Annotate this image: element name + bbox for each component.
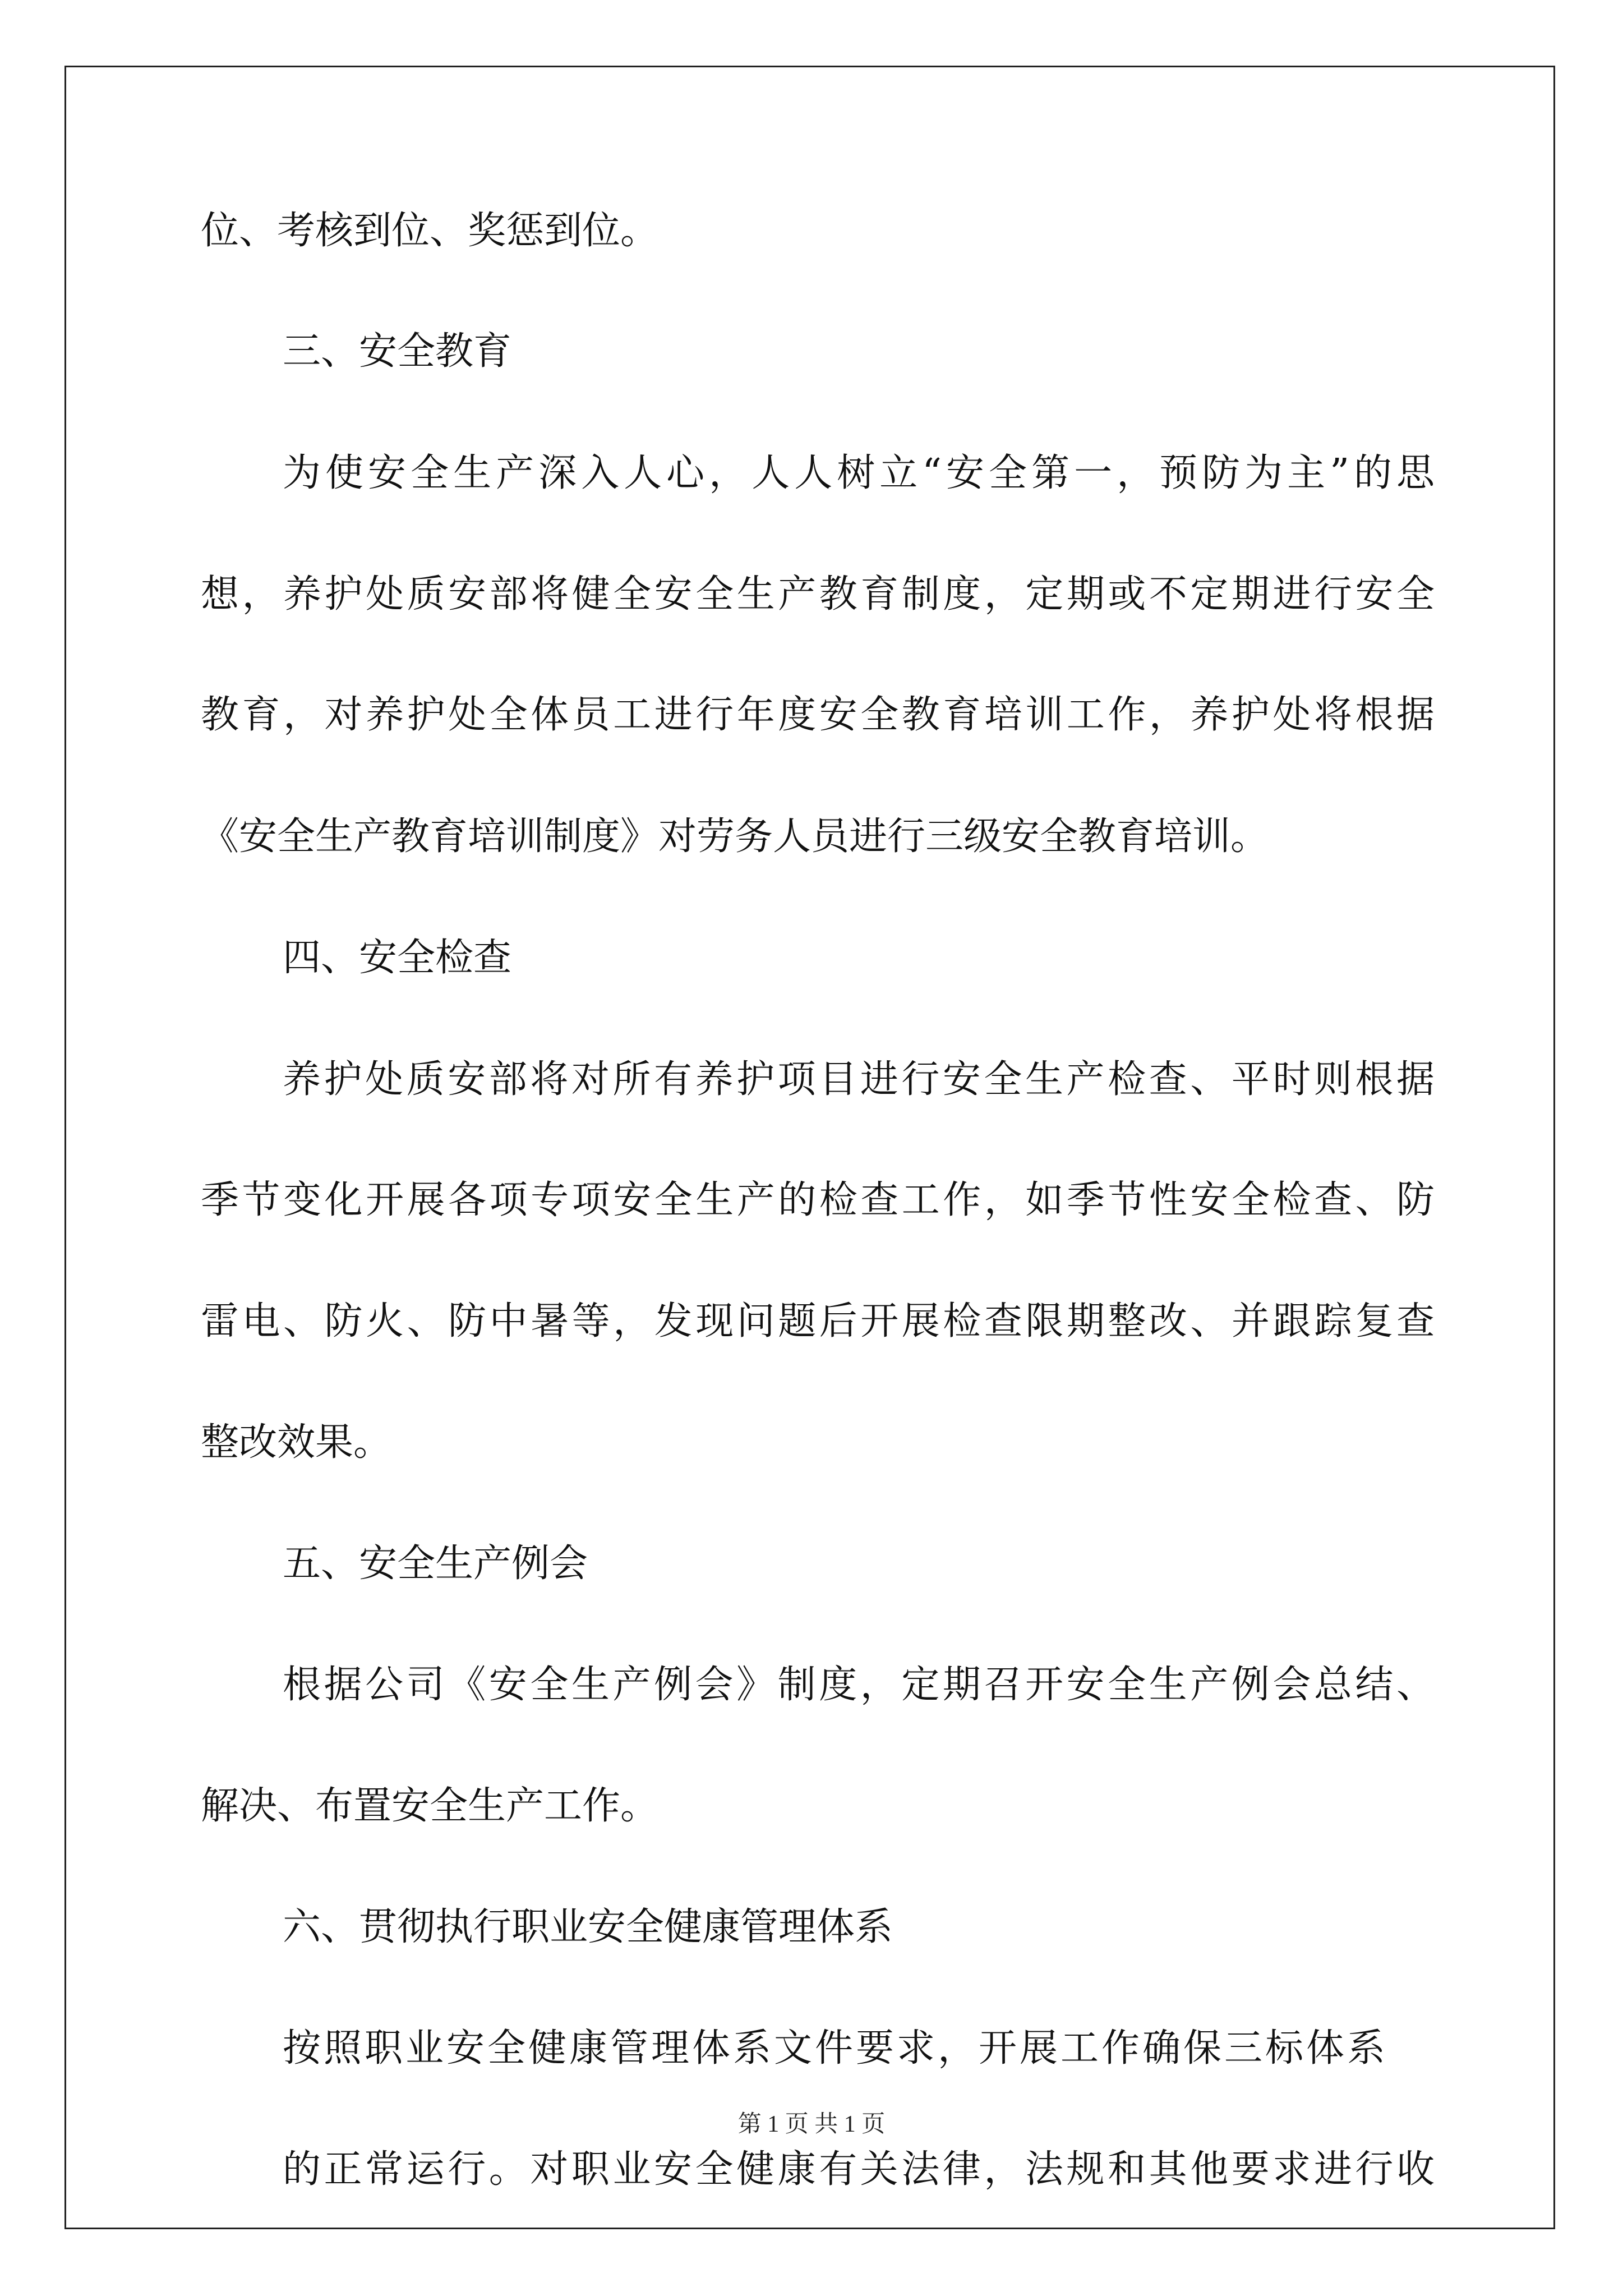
section-heading-ohs-management: 六、贯彻执行职业安全健康管理体系 — [283, 1905, 893, 1949]
paragraph-line: 想，养护处质安部将健全安全生产教育制度，定期或不定期进行安全 — [201, 572, 1435, 616]
paragraph-line: 解决、布置安全生产工作。 — [201, 1784, 659, 1828]
section-heading-safety-meeting: 五、安全生产例会 — [283, 1542, 588, 1586]
paragraph-line: 根据公司《安全生产例会》制度，定期召开安全生产例会总结、 — [283, 1663, 1435, 1707]
page-footer: 第 1 页 共 1 页 — [737, 2111, 886, 2137]
paragraph-line: 养护处质安部将对所有养护项目进行安全生产检查、平时则根据 — [283, 1057, 1435, 1102]
section-heading-safety-inspection: 四、安全检查 — [283, 936, 512, 980]
paragraph-line: 按照职业安全健康管理体系文件要求，开展工作确保三标体系 — [283, 2026, 1385, 2070]
paragraph-line: 位、考核到位、奖惩到位。 — [201, 209, 659, 253]
paragraph-line: 为使安全生产深入人心，人人树立“安全第一，预防为主”的思 — [283, 451, 1435, 495]
paragraph-line: 教育，对养护处全体员工进行年度安全教育培训工作，养护处将根据 — [201, 693, 1435, 737]
paragraph-line: 雷电、防火、防中暑等，发现问题后开展检查限期整改、并跟踪复查 — [201, 1299, 1435, 1343]
section-heading-safety-education: 三、安全教育 — [283, 329, 512, 374]
paragraph-line: 整改效果。 — [201, 1420, 392, 1465]
paragraph-line: 《安全生产教育培训制度》对劳务人员进行三级安全教育培训。 — [201, 815, 1269, 859]
paragraph-line: 的正常运行。对职业安全健康有关法律，法规和其他要求进行收 — [283, 2147, 1435, 2192]
paragraph-line: 季节变化开展各项专项安全生产的检查工作，如季节性安全检查、防 — [201, 1178, 1435, 1222]
